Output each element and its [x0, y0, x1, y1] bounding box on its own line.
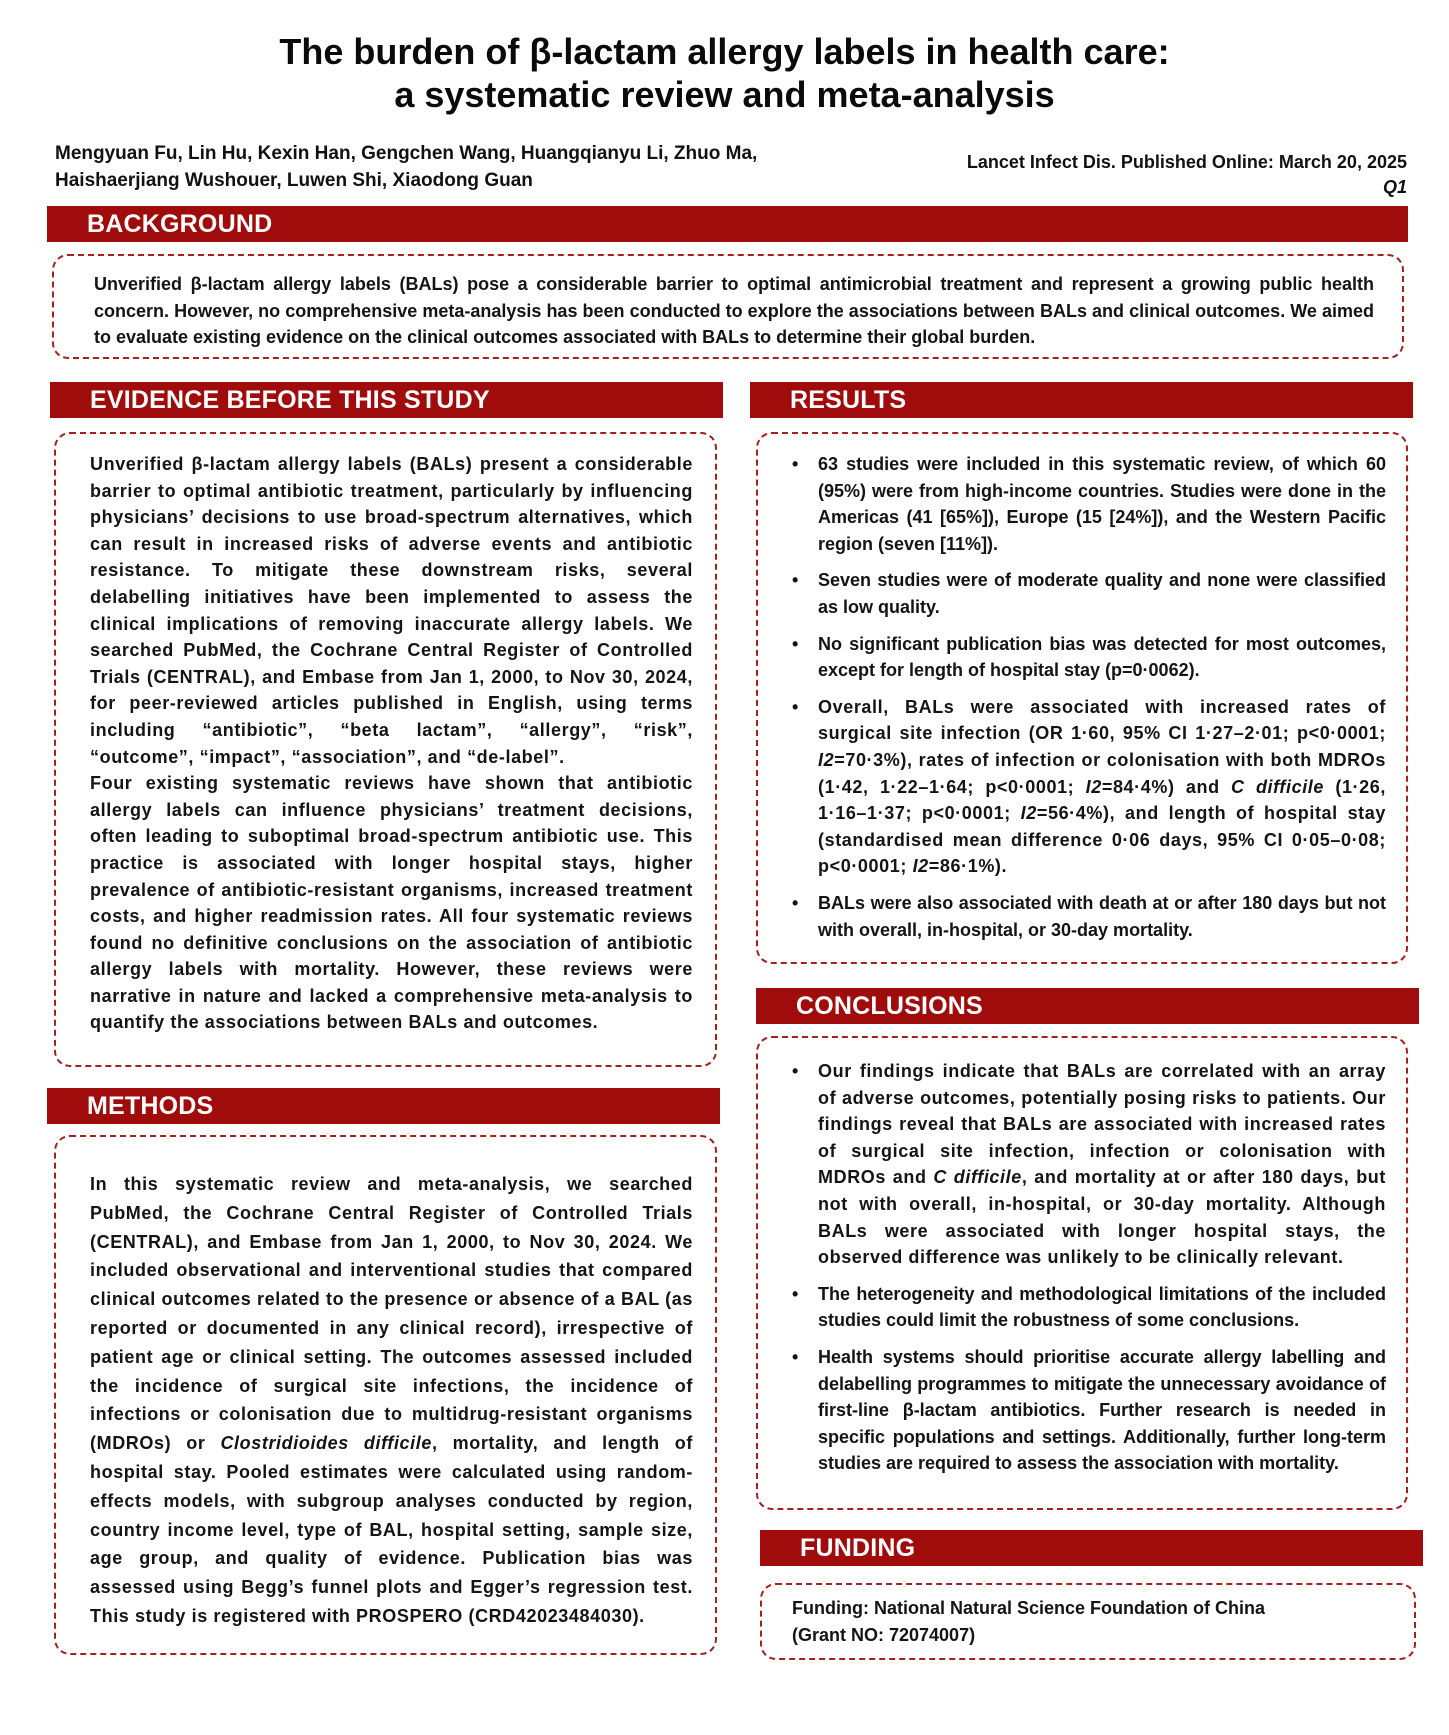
results-bullet-4: • Overall, BALs were associated with increased rates of surgical site infection (OR 1·60, 95% CI 1·27–2·01; p<0·0001; I2=70·3%), rates of infection or colonisation with both MDROs (1·42, 1·22–1·64; p<0·0001; I2=84·4%) and C difficile (1·26, 1·16–1·37; p<0·0001; I2=56·4%), and length of hospital stay (standardised mean difference 0·06 days, 95% CI 0·05–0·08; p<0·0001; I2=86·1%). — [778, 694, 1386, 880]
author-list — [55, 140, 905, 194]
authors-line-2: Haishaerjiang Wushouer, Luwen Shi, Xiaodong Guan — [55, 170, 533, 191]
evidence-box — [54, 432, 717, 1067]
conclusions-bullet-1: • Our findings indicate that BALs are correlated with an array of adverse outcomes, potentially posing risks to patients. Our findings reveal that BALs are associated with increased rates of surgical site infection, infection or colonisation with MDROs and C difficile, and mortality at or after 180 days, but not with overall, in-hospital, or 30-day mortality. Although BALs were associated with longer hospital stays, the observed difference was unlikely to be clinically relevant. — [778, 1058, 1386, 1271]
methods-text: In this systematic review and meta-analysis, we searched PubMed, the Cochrane Central Register of Controlled Trials (CENTRAL), and Embase from Jan 1, 2000, to Nov 30, 2024. We included observational and interventional studies that compared clinical outcomes related to the presence or absence of a BAL (as reported or documented in any clinical record), irrespective of patient age or clinical setting. The outcomes assessed included the incidence of surgical site infections, the incidence of infections or colonisation due to multidrug-resistant organisms (MDROs) or Clostridioides difficile, mortality, and length of hospital stay. Pooled estimates were calculated using random-effects models, with subgroup analyses conducted by region, country income level, type of BAL, hospital setting, sample size, age group, and quality of evidence. Publication bias was assessed using Begg’s funnel plots and Egger’s regression test. This study is registered with PROSPERO (CRD42023484030). — [90, 1174, 693, 1626]
methods-heading: METHODS — [47, 1088, 720, 1124]
conclusions-list — [778, 1058, 1386, 1477]
methods-box — [54, 1135, 717, 1655]
journal-citation — [967, 150, 1407, 200]
results-box — [756, 432, 1408, 964]
results-heading: RESULTS — [750, 382, 1413, 418]
paper-title — [0, 30, 1449, 116]
funding-heading: FUNDING — [760, 1530, 1423, 1566]
funding-line-2: (Grant NO: 72074007) — [792, 1625, 976, 1645]
funding-line-1: Funding: National Natural Science Foundation of China — [792, 1598, 1266, 1618]
results-bullet-1: • 63 studies were included in this systematic review, of which 60 (95%) were from high-income countries. Studies were done in the Americas (41 [65%]), Europe (15 [24%]), and the Western Pacific region (seven [11%]). — [778, 451, 1386, 557]
results-bullet-3: • No significant publication bias was detected for most outcomes, except for length of hospital stay (p=0·0062). — [778, 631, 1386, 684]
conclusions-heading: CONCLUSIONS — [756, 988, 1419, 1024]
conclusions-bullet-2: • The heterogeneity and methodological limitations of the included studies could limit the robustness of some conclusions. — [778, 1281, 1386, 1334]
authors-line-1: Mengyuan Fu, Lin Hu, Kexin Han, Gengchen Wang, Huangqianyu Li, Zhuo Ma, — [55, 143, 758, 164]
results-bullet-2: • Seven studies were of moderate quality and none were classified as low quality. — [778, 567, 1386, 620]
evidence-paragraph-1: Unverified β-lactam allergy labels (BALs) present a considerable barrier to optimal antibiotic treatment, particularly by influencing physicians’ decisions to use broad-spectrum alternatives, which can result in increased risks of adverse events and antibiotic resistance. To mitigate these downstream risks, several delabelling initiatives have been implemented to assess the clinical implications of removing inaccurate allergy labels. We searched PubMed, the Cochrane Central Register of Controlled Trials (CENTRAL), and Embase from Jan 1, 2000, to Nov 30, 2024, for peer-reviewed articles published in English, using terms including “antibiotic”, “beta lactam”, “allergy”, “risk”, “outcome”, “impact”, “association”, and “de-label”. — [90, 454, 693, 767]
citation-text: Lancet Infect Dis. Published Online: March 20, 2025 — [966, 152, 1407, 172]
background-text: Unverified β-lactam allergy labels (BALs) pose a considerable barrier to optimal antimicrobial treatment and represent a growing public health concern. However, no comprehensive meta-analysis has been conducted to explore the associations between BALs and clinical outcomes. We aimed to evaluate existing evidence on the clinical outcomes associated with BALs to determine their global burden. — [94, 274, 1374, 348]
results-list — [778, 451, 1386, 943]
evidence-paragraph-2: Four existing systematic reviews have shown that antibiotic allergy labels can influence physicians’ treatment decisions, often leading to suboptimal broad-spectrum antibiotic use. This practice is associated with longer hospital stays, higher prevalence of antibiotic-resistant organisms, increased treatment costs, and higher readmission rates. All four systematic reviews found no definitive conclusions on the association of antibiotic allergy labels with mortality. However, these reviews were narrative in nature and lacked a comprehensive meta-analysis to quantify the associations between BALs and outcomes. — [90, 773, 693, 1033]
conclusions-box — [756, 1036, 1408, 1510]
evidence-heading: EVIDENCE BEFORE THIS STUDY — [50, 382, 723, 418]
funding-box — [760, 1583, 1416, 1660]
conclusions-bullet-3: • Health systems should prioritise accurate allergy labelling and delabelling programmes to mitigate the unnecessary avoidance of first-line β-lactam antibiotics. Further research is needed in specific populations and settings. Additionally, further long-term studies are required to assess the association with mortality. — [778, 1344, 1386, 1477]
title-line-2: a systematic review and meta-analysis — [394, 74, 1055, 115]
background-box — [52, 254, 1404, 359]
background-heading: BACKGROUND — [47, 206, 1408, 242]
quartile-label: Q1 — [1382, 177, 1407, 197]
results-bullet-5: • BALs were also associated with death at or after 180 days but not with overall, in-hospital, or 30-day mortality. — [778, 890, 1386, 943]
title-line-1: The burden of β-lactam allergy labels in health care: — [279, 31, 1170, 72]
